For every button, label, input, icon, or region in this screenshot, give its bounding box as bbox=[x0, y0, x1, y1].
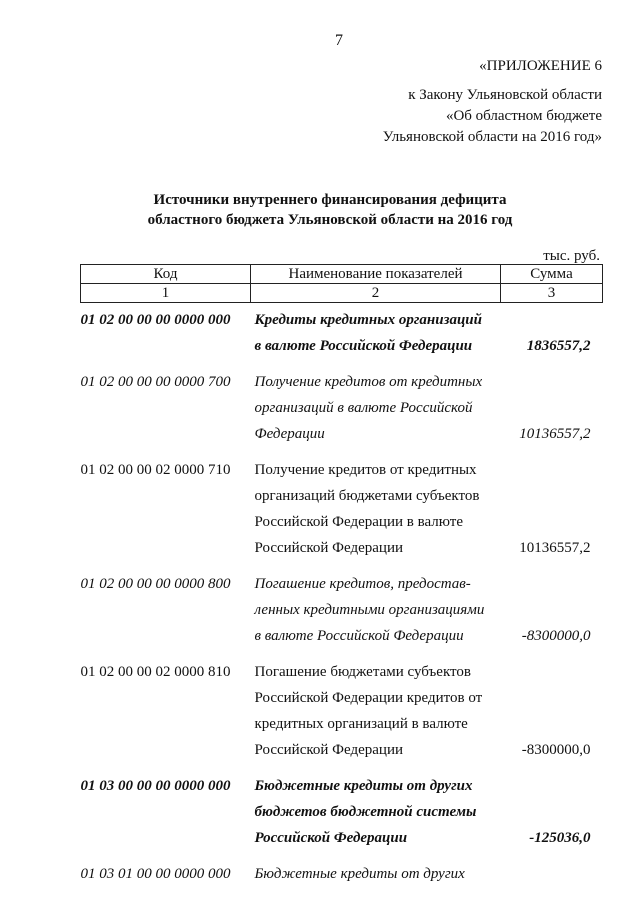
row-name-line: в валюте Российской Федерации bbox=[254, 338, 473, 354]
row-name bbox=[251, 359, 501, 447]
row-name-line: Бюджетные кредиты от других bbox=[254, 866, 465, 882]
row-name bbox=[251, 561, 501, 649]
sources-table bbox=[80, 264, 603, 887]
row-amount: 10136557,2 bbox=[519, 426, 591, 442]
appendix-title: «ПРИЛОЖЕНИЕ 6 bbox=[479, 58, 602, 74]
document-title-line: областного бюджета Ульяновской области на 2016 год bbox=[147, 212, 513, 228]
row-code: 01 02 00 00 00 0000 000 bbox=[80, 312, 231, 328]
row-amount: 1836557,2 bbox=[526, 338, 591, 354]
row-amount: -8300000,0 bbox=[521, 742, 591, 758]
table-row bbox=[81, 561, 603, 649]
row-name-line: Российской Федерации bbox=[254, 742, 404, 758]
row-amount bbox=[501, 851, 603, 887]
row-name bbox=[251, 303, 501, 360]
column-number: 2 bbox=[251, 284, 501, 303]
table-row bbox=[81, 649, 603, 763]
row-name-line: в валюте Российской Федерации bbox=[254, 628, 464, 644]
appendix-header bbox=[282, 56, 602, 148]
table-row bbox=[81, 851, 603, 887]
row-name-line: Погашение бюджетами субъектов bbox=[254, 664, 471, 680]
row-name-line: организаций бюджетами субъектов bbox=[254, 488, 480, 504]
row-code: 01 03 00 00 00 0000 000 bbox=[80, 778, 231, 794]
row-name-line: Российской Федерации bbox=[254, 540, 404, 556]
column-header-amount: Сумма bbox=[501, 265, 603, 284]
column-header-name: Наименование показателей bbox=[251, 265, 501, 284]
row-name bbox=[251, 851, 501, 887]
row-name-line: Российской Федерации в валюте bbox=[254, 514, 463, 530]
row-name bbox=[251, 763, 501, 851]
row-name-line: Погашение кредитов, предостав- bbox=[254, 576, 471, 592]
column-header-code: Код bbox=[81, 265, 251, 284]
row-name-line: Федерации bbox=[254, 426, 325, 442]
table-row bbox=[81, 303, 603, 360]
row-name-line: Получение кредитов от кредитных bbox=[254, 374, 483, 390]
row-code: 01 02 00 00 02 0000 810 bbox=[80, 664, 231, 680]
column-number: 1 bbox=[81, 284, 251, 303]
appendix-line: к Закону Ульяновской области bbox=[408, 87, 602, 103]
row-name-line: Кредиты кредитных организаций bbox=[254, 312, 482, 328]
row-code: 01 02 00 00 00 0000 700 bbox=[80, 374, 231, 390]
table-row bbox=[81, 763, 603, 851]
appendix-line: Ульяновской области на 2016 год» bbox=[382, 129, 602, 145]
row-amount: -125036,0 bbox=[529, 830, 591, 846]
table-row bbox=[81, 359, 603, 447]
row-amount: 10136557,2 bbox=[519, 540, 591, 556]
row-name bbox=[251, 447, 501, 561]
row-name-line: бюджетов бюджетной системы bbox=[254, 804, 477, 820]
row-name-line: кредитных организаций в валюте bbox=[254, 716, 468, 732]
row-name-line: ленных кредитными организациями bbox=[254, 602, 485, 618]
table-body bbox=[81, 303, 603, 888]
row-code: 01 03 01 00 00 0000 000 bbox=[80, 866, 231, 882]
row-name-line: Российской Федерации кредитов от bbox=[254, 690, 483, 706]
page-number: 7 bbox=[335, 32, 343, 49]
row-name-line: организаций в валюте Российской bbox=[254, 400, 473, 416]
row-code: 01 02 00 00 02 0000 710 bbox=[80, 462, 231, 478]
row-name bbox=[251, 649, 501, 763]
row-name-line: Бюджетные кредиты от других bbox=[254, 778, 473, 794]
row-amount: -8300000,0 bbox=[521, 628, 591, 644]
document-title bbox=[120, 190, 540, 230]
row-name-line: Получение кредитов от кредитных bbox=[254, 462, 477, 478]
column-number: 3 bbox=[501, 284, 603, 303]
document-title-line: Источники внутреннего финансирования дефицита bbox=[153, 192, 507, 208]
row-code: 01 02 00 00 00 0000 800 bbox=[80, 576, 231, 592]
table-row bbox=[81, 447, 603, 561]
units-label: тыс. руб. bbox=[543, 248, 600, 264]
row-name-line: Российской Федерации bbox=[254, 830, 408, 846]
appendix-line: «Об областном бюджете bbox=[445, 108, 602, 124]
